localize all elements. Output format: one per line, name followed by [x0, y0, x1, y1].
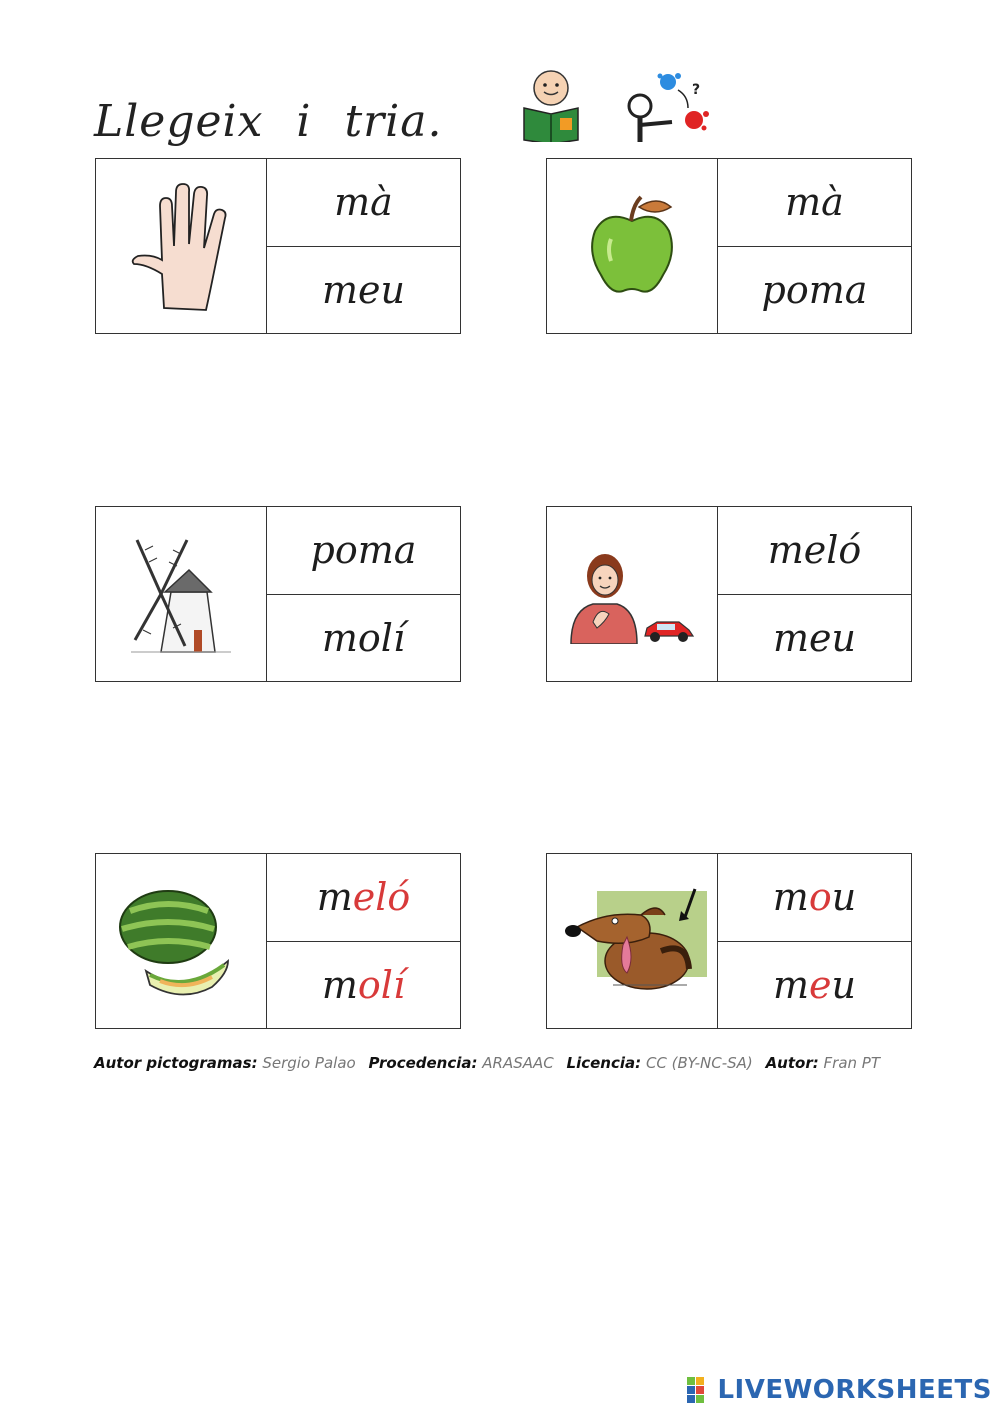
answer-option[interactable]	[718, 594, 911, 682]
credit-author: Sergio Palao	[262, 1054, 356, 1072]
reading-child-icon	[520, 68, 582, 142]
exercise-card	[95, 506, 461, 682]
answer-text-part: eló	[352, 875, 411, 920]
answer-option[interactable]	[267, 594, 460, 682]
exercise-card	[546, 506, 912, 682]
exercise-card	[546, 853, 912, 1029]
answer-text-part: meu	[773, 615, 856, 660]
answer-text-part: m	[772, 875, 809, 920]
liveworksheets-wordmark: LIVEWORKSHEETS	[717, 1375, 992, 1405]
answer-option[interactable]	[267, 941, 460, 1029]
answer-option[interactable]	[267, 246, 460, 334]
girl-with-car-icon	[547, 507, 718, 681]
answer-text-part: mà	[334, 180, 393, 225]
worksheet-title: Llegeix i tria.	[94, 96, 443, 147]
answer-text-part: m	[772, 962, 810, 1007]
svg-text:?: ?	[692, 82, 701, 98]
answer-option[interactable]	[718, 854, 911, 941]
liveworksheets-logo	[687, 1375, 992, 1405]
answer-text-part: poma	[310, 528, 417, 573]
apple-icon	[547, 159, 718, 333]
credit-maker-label: Autor:	[765, 1054, 819, 1072]
answer-options	[267, 507, 460, 681]
answer-text-part: meló	[767, 528, 862, 573]
answer-options	[718, 507, 911, 681]
point-choose-icon	[626, 70, 716, 144]
exercise-card	[546, 158, 912, 334]
answer-option[interactable]	[718, 507, 911, 594]
credits-line	[94, 1054, 888, 1072]
answer-option[interactable]	[718, 941, 911, 1029]
melon-icon	[96, 854, 267, 1028]
credit-source-label: Procedencia:	[368, 1054, 478, 1072]
answer-options	[718, 159, 911, 333]
answer-text-part: u	[831, 962, 857, 1007]
answer-option[interactable]	[267, 159, 460, 246]
answer-text-part: o	[808, 875, 832, 920]
answer-text-part: m	[316, 875, 353, 920]
credit-source: ARASAAC	[482, 1054, 554, 1072]
answer-text-part: poma	[761, 267, 868, 312]
hand-icon	[96, 159, 267, 333]
credit-license: CC (BY-NC-SA)	[645, 1054, 753, 1072]
answer-text-part: molí	[321, 615, 406, 660]
answer-text-part: mà	[785, 180, 844, 225]
answer-text-part: meu	[322, 267, 405, 312]
answer-option[interactable]	[718, 159, 911, 246]
exercise-card	[95, 158, 461, 334]
answer-option[interactable]	[267, 507, 460, 594]
credit-maker: Fran PT	[823, 1054, 881, 1072]
answer-options	[718, 854, 911, 1028]
answer-options	[267, 159, 460, 333]
credit-author-label: Autor pictogramas:	[94, 1054, 258, 1072]
answer-option[interactable]	[718, 246, 911, 334]
exercise-card	[95, 853, 461, 1029]
answer-text-part: m	[321, 962, 358, 1007]
credit-license-label: Licencia:	[566, 1054, 642, 1072]
liveworksheets-logo-icon	[687, 1377, 713, 1403]
answer-options	[267, 854, 460, 1028]
answer-text-part: u	[831, 875, 857, 920]
answer-text-part: olí	[357, 962, 406, 1007]
windmill-icon	[96, 507, 267, 681]
dog-scratching-icon	[547, 854, 718, 1028]
answer-option[interactable]	[267, 854, 460, 941]
answer-text-part: e	[809, 962, 832, 1007]
